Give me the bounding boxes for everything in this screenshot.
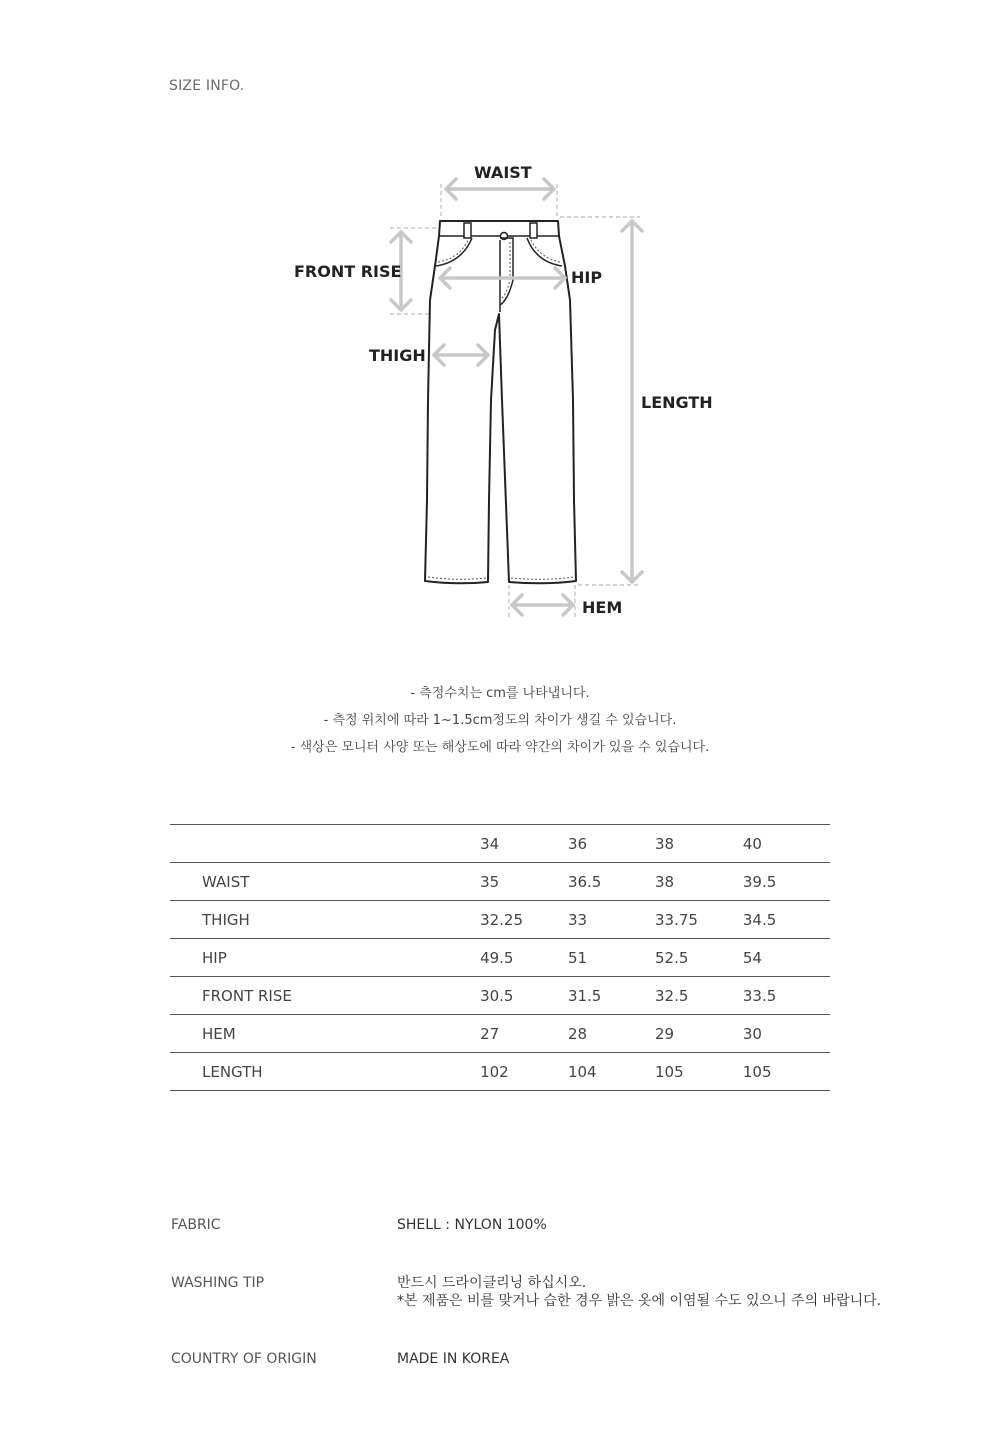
cell: 31.5: [568, 977, 655, 1015]
cell: 33.5: [743, 977, 830, 1015]
section-title: SIZE INFO.: [169, 78, 245, 94]
cell: 34.5: [743, 901, 830, 939]
table-row: [170, 977, 830, 1015]
fabric-label: FABRIC: [171, 1217, 221, 1233]
cell: 36.5: [568, 863, 655, 901]
measurement-notes: [0, 680, 1000, 761]
cell: 105: [655, 1053, 743, 1091]
cell: 105: [743, 1053, 830, 1091]
cell: 32.25: [480, 901, 568, 939]
washing-tip-line: 반드시 드라이클리닝 하십시오.: [397, 1275, 587, 1291]
row-label: WAIST: [170, 863, 480, 901]
cell: 33: [568, 901, 655, 939]
cell: 30.5: [480, 977, 568, 1015]
row-label: FRONT RISE: [170, 977, 480, 1015]
country-of-origin-value: MADE IN KOREA: [397, 1351, 510, 1367]
note-line: - 측정수치는 cm를 나타냅니다.: [410, 686, 590, 701]
cell: 30: [743, 1015, 830, 1053]
cell: 54: [743, 939, 830, 977]
size-table: [170, 824, 830, 1091]
length-label: LENGTH: [641, 393, 713, 412]
hip-label: HIP: [571, 268, 603, 287]
waist-label: WAIST: [474, 163, 532, 182]
size-header: 38: [655, 825, 743, 863]
cell: 27: [480, 1015, 568, 1053]
fabric-value: SHELL : NYLON 100%: [397, 1217, 547, 1233]
cell: 28: [568, 1015, 655, 1053]
table-row: [170, 863, 830, 901]
cell: 29: [655, 1015, 743, 1053]
table-row: [170, 1015, 830, 1053]
header-empty-cell: [170, 825, 480, 863]
country-of-origin-label: COUNTRY OF ORIGIN: [171, 1351, 317, 1367]
table-header-row: [170, 825, 830, 863]
cell: 104: [568, 1053, 655, 1091]
row-label: LENGTH: [170, 1053, 480, 1091]
size-header: 40: [743, 825, 830, 863]
cell: 33.75: [655, 901, 743, 939]
pants-illustration: [0, 0, 1000, 660]
cell: 49.5: [480, 939, 568, 977]
front-rise-label: FRONT RISE: [294, 262, 402, 281]
washing-tip-warning: *본 제품은 비를 맞거나 습한 경우 밝은 옷에 이염될 수도 있으니 주의 바랍니다.: [397, 1293, 882, 1309]
cell: 35: [480, 863, 568, 901]
cell: 52.5: [655, 939, 743, 977]
note-line: - 색상은 모니터 사양 또는 해상도에 따라 약간의 차이가 있을 수 있습니다.: [290, 740, 710, 755]
cell: 38: [655, 863, 743, 901]
hem-label: HEM: [582, 598, 623, 617]
note-line: - 측정 위치에 따라 1~1.5cm정도의 차이가 생길 수 있습니다.: [323, 713, 677, 728]
size-header: 36: [568, 825, 655, 863]
table-row: [170, 939, 830, 977]
cell: 102: [480, 1053, 568, 1091]
cell: 39.5: [743, 863, 830, 901]
thigh-label: THIGH: [369, 346, 426, 365]
washing-tip-label: WASHING TIP: [171, 1275, 265, 1291]
cell: 51: [568, 939, 655, 977]
table-row: [170, 901, 830, 939]
table-row: [170, 1053, 830, 1091]
row-label: THIGH: [170, 901, 480, 939]
row-label: HEM: [170, 1015, 480, 1053]
row-label: HIP: [170, 939, 480, 977]
size-header: 34: [480, 825, 568, 863]
pants-size-diagram: [0, 0, 1000, 660]
cell: 32.5: [655, 977, 743, 1015]
